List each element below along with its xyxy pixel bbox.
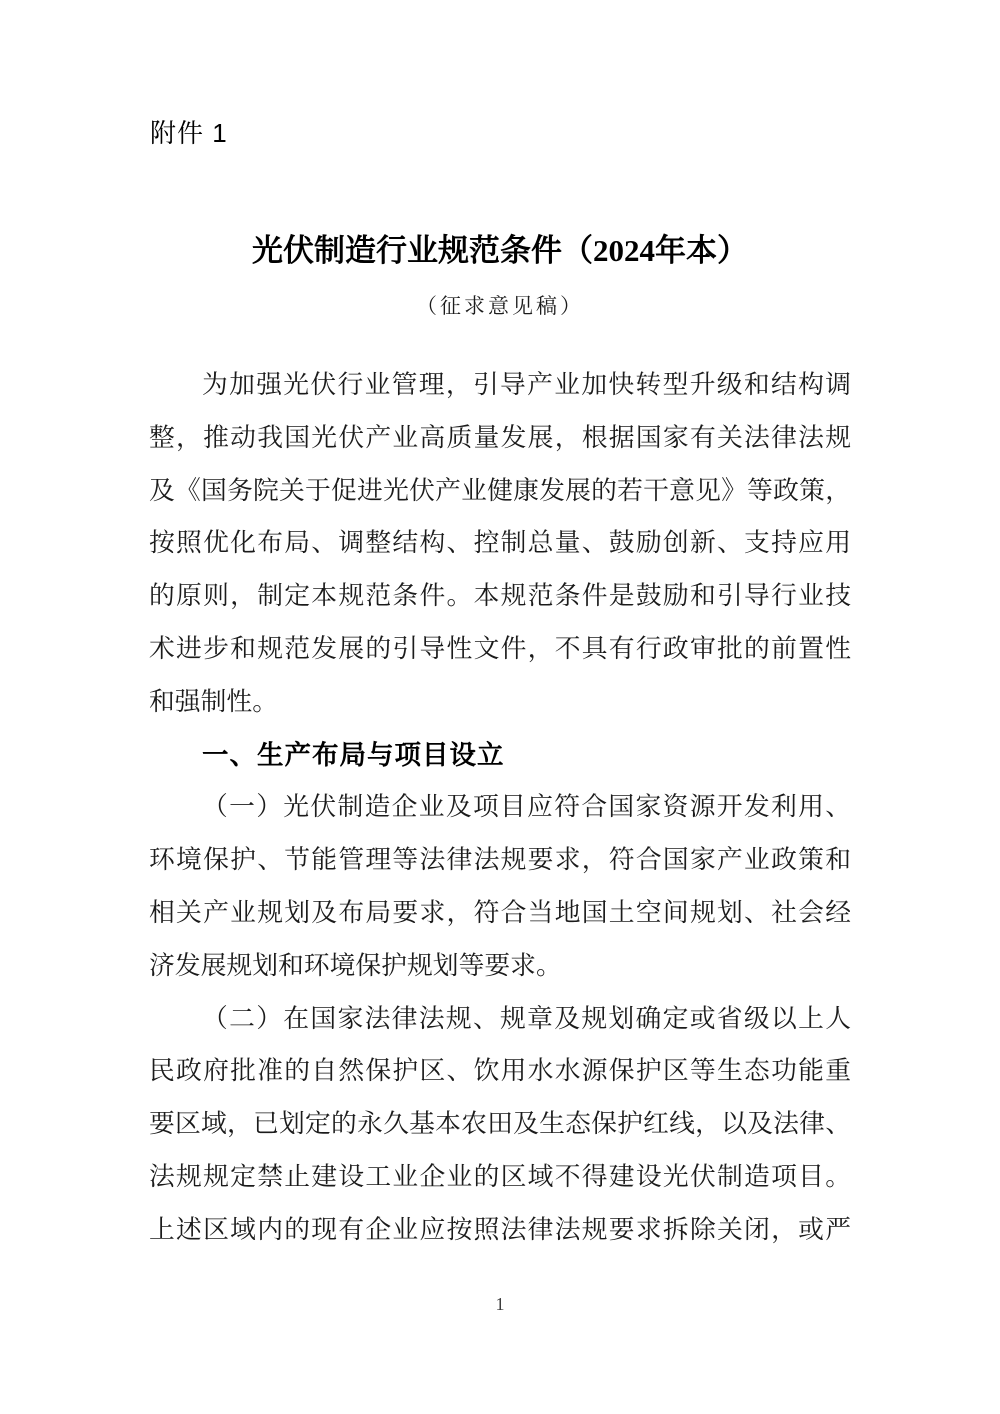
body-line: 和强制性。 xyxy=(149,686,278,716)
body-line: 环境保护、节能管理等法律法规要求，符合国家产业政策和 xyxy=(149,845,851,875)
body-line: （二）在国家法律法规、规章及规划确定或省级以上人 xyxy=(202,1003,851,1033)
document-subtitle: （征求意见稿） xyxy=(416,294,584,318)
body-line: 民政府批准的自然保护区、饮用水水源保护区等生态功能重 xyxy=(149,1056,851,1086)
body-line: 及《国务院关于促进光伏产业健康发展的若干意见》等政策， xyxy=(149,475,851,505)
body-line: （一）光伏制造企业及项目应符合国家资源开发利用、 xyxy=(202,792,851,822)
body-line: 按照优化布局、调整结构、控制总量、鼓励创新、支持应用 xyxy=(149,528,851,558)
body-line: 相关产业规划及布局要求，符合当地国土空间规划、社会经 xyxy=(149,897,851,927)
body-line: 整，推动我国光伏产业高质量发展，根据国家有关法律法规 xyxy=(149,422,851,452)
body-line: 上述区域内的现有企业应按照法律法规要求拆除关闭，或严 xyxy=(149,1214,851,1244)
body-line: 法规规定禁止建设工业企业的区域不得建设光伏制造项目。 xyxy=(149,1161,851,1191)
body-line: 为加强光伏行业管理，引导产业加快转型升级和结构调 xyxy=(202,370,851,399)
document-body xyxy=(149,359,851,1257)
attachment-label: 附件 1 xyxy=(150,118,228,148)
document-title: 光伏制造行业规范条件（2024年本） xyxy=(252,233,748,268)
page-number: 1 xyxy=(495,1294,505,1314)
body-line: 术进步和规范发展的引导性文件，不具有行政审批的前置性 xyxy=(149,633,851,663)
body-line: 济发展规划和环境保护规划等要求。 xyxy=(149,950,562,980)
section-heading: 一、生产布局与项目设立 xyxy=(202,739,505,770)
body-line: 的原则，制定本规范条件。本规范条件是鼓励和引导行业技 xyxy=(149,581,851,611)
body-line: 要区域，已划定的永久基本农田及生态保护红线，以及法律、 xyxy=(149,1109,851,1139)
